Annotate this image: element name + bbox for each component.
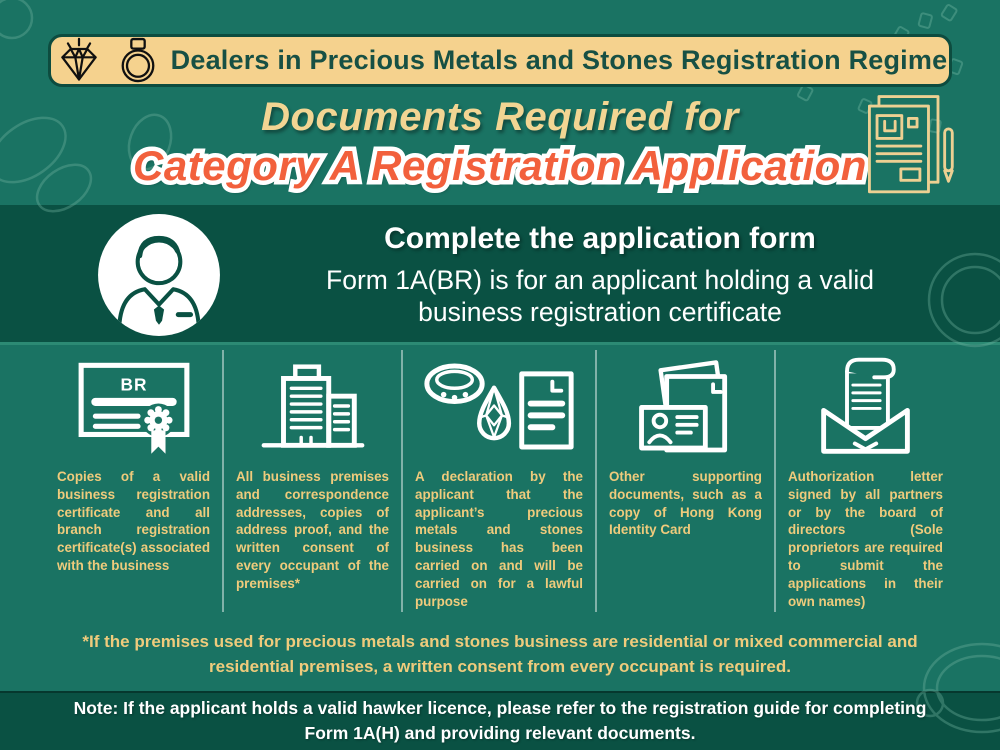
document-and-pen-icon bbox=[858, 88, 958, 206]
requirement-item bbox=[597, 350, 776, 612]
title-line1: Documents Required for bbox=[261, 95, 739, 139]
business-premises-building-icon bbox=[254, 356, 372, 456]
banner-title: Dealers in Precious Metals and Stones Registration Regime bbox=[170, 45, 948, 75]
applicant-person-icon bbox=[95, 211, 223, 339]
ring-icon bbox=[117, 36, 159, 86]
form-section-description: Form 1A(BR) is for an applicant holding a valid business registration certificate bbox=[326, 264, 874, 327]
bangle-gem-declaration-document-icon bbox=[415, 354, 583, 458]
requirement-item bbox=[776, 350, 955, 612]
requirement-text: Copies of a valid business registration certificate and all branch registration certificate(s) associated with the business bbox=[57, 469, 210, 574]
form-section-heading: Complete the application form bbox=[384, 221, 816, 255]
form-section bbox=[250, 211, 950, 339]
identity-card-icon bbox=[628, 354, 744, 458]
authorization-letter-envelope-icon bbox=[809, 350, 923, 462]
requirement-text: A declaration by the applicant that the applicant’s precious metals and stones business has been carried on and will be carried on for a lawful purpose bbox=[415, 469, 583, 609]
requirement-text: Authorization letter signed by all partners or by the board of directors (Sole proprietors are required to submit the applications in their own names) bbox=[788, 469, 943, 609]
br-label: BR bbox=[120, 374, 147, 395]
requirement-text: Other supporting documents, such as a copy of Hong Kong Identity Card bbox=[609, 469, 762, 538]
title-line2: Category A Registration Application Category A Registration Application bbox=[0, 142, 1000, 190]
requirement-item bbox=[224, 350, 403, 612]
premises-footnote bbox=[0, 630, 1000, 679]
footnote-text: *If the premises used for precious metals and stones business are residential or mixed commercial and residential premises, a written consent from every occupant is required. bbox=[82, 632, 918, 676]
br-certificate-icon bbox=[73, 355, 195, 457]
page-title bbox=[0, 94, 1000, 190]
note-text: Note: If the applicant holds a valid hawker licence, please refer to the registration guide for completing Form 1A(H) and providing relevant documents. bbox=[73, 698, 927, 743]
header-banner bbox=[48, 34, 952, 87]
requirements-list bbox=[45, 350, 955, 612]
requirement-text: All business premises and correspondence addresses, copies of address proof, and the written consent of every occupant of the premises* bbox=[236, 469, 389, 591]
diamond-icon bbox=[53, 37, 105, 85]
hawker-licence-note bbox=[0, 691, 1000, 750]
requirement-item bbox=[45, 350, 224, 612]
requirement-item bbox=[403, 350, 597, 612]
